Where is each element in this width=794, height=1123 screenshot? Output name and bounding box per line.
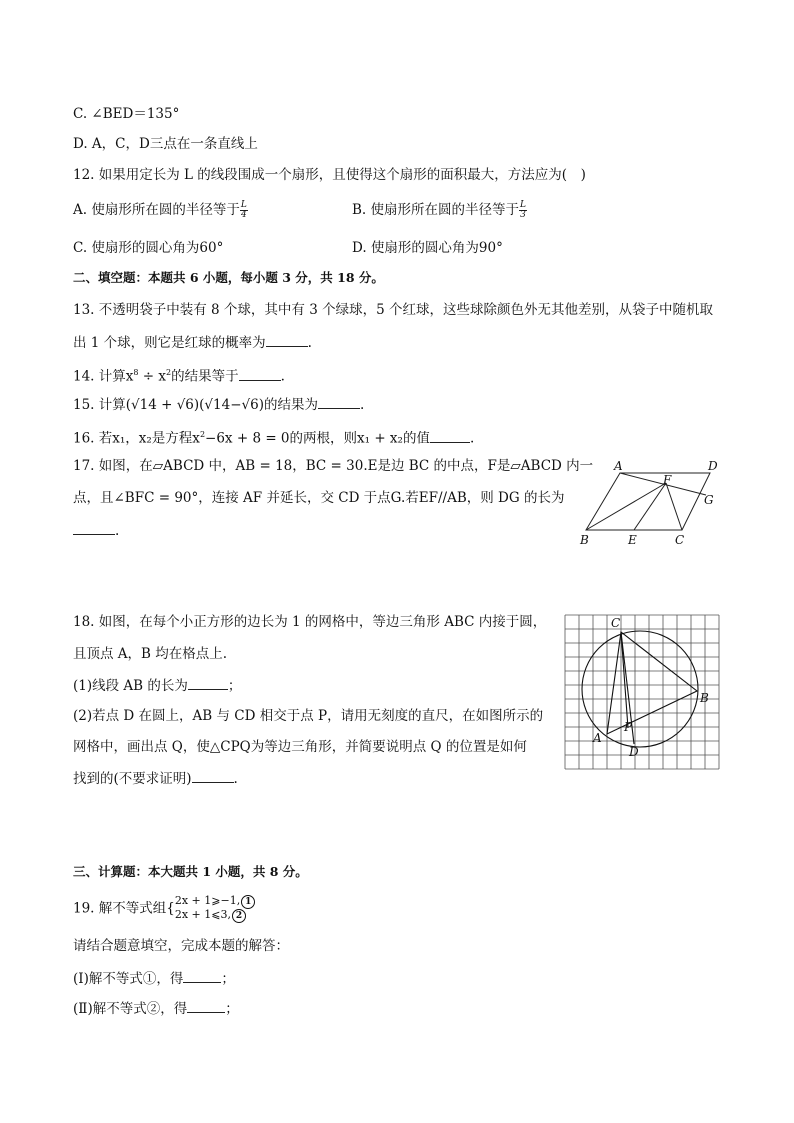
q19-step2 [73,998,239,1019]
q18-line6 [73,768,238,789]
segment-cf [666,483,682,530]
q12-option-a [73,200,248,220]
q13-line2-text: 出 1 个球，则它是红球的概率为 [73,335,266,351]
q18-line3 [73,675,241,696]
segment-ef [634,483,666,530]
triangle-abc [607,632,697,734]
q18-line5: 网格中，画出点 Q，使△CPQ为等边三角形，并简要说明点 Q 的位置是如何 [73,739,527,755]
q19-step1-text: (Ⅰ)解不等式①，得 [73,971,184,987]
q17-line2: 点，且∠BFC = 90°，连接 AF 并延长，交 CD 于点G.若EF//AB，则 DG 的长为 [73,490,565,506]
q15-text: 15. 计算(√14 + √6)(√14−√6)的结果为 [73,397,318,413]
answer-blank[interactable] [73,520,115,535]
frac-denominator: 4 [240,210,247,220]
q12-option-d: D. 使扇形的圆心角为90° [352,240,503,256]
semicolon: ； [221,971,235,987]
q18-line2: 且顶点 A，B 均在格点上. [73,646,228,662]
answer-blank[interactable] [192,768,234,783]
period: . [469,430,475,447]
q12-option-b [352,200,527,220]
q11-option-c: C. ∠BED＝135° [73,106,180,122]
period: . [233,771,238,787]
label-d: D [708,459,718,473]
q17-parallelogram-figure [572,455,732,550]
q18-grid-figure [560,610,726,772]
label-c: C [611,616,621,630]
q14-prefix: 14. 计算x [73,368,134,385]
q13-line2 [73,332,312,353]
label-a: A [614,459,623,473]
q12-option-a-text: A. 使扇形所在圆的半径等于 [73,202,240,218]
label-b: B [700,691,709,705]
q12-stem: 12. 如果用定长为 L 的线段围成一个扇形，且使得这个扇形的面积最大，方法应为( ) [73,167,586,183]
frac-numerator: L [520,200,526,210]
answer-blank[interactable] [430,428,470,443]
q16-exponent: 2 [199,430,206,439]
answer-blank[interactable] [183,968,221,983]
inequality-system [175,895,255,923]
label-a: A [593,731,602,745]
period: . [359,397,365,413]
q11-option-d: D. A，C，D三点在一条直线上 [73,136,258,152]
section-2-heading: 二、填空题：本题共 6 小题，每小题 3 分，共 18 分。 [73,270,384,285]
q15 [73,394,364,415]
q16-mid: −6x + 8 = 0的两根，则x₁ + x₂的值 [205,430,430,447]
answer-blank[interactable] [318,394,360,409]
inequality-1 [175,895,255,909]
q14-mid: ÷ x [138,368,166,385]
circumcircle [582,631,698,747]
q14-exponent-1: 8 [133,368,139,377]
q19-stem [73,895,255,923]
q12-option-c: C. 使扇形的圆心角为60° [73,240,224,256]
q18-part2-text: 找到的(不要求证明) [73,771,192,787]
q12-option-b-fraction [519,201,527,220]
q16 [73,425,474,449]
q18-line4: (2)若点 D 在圆上，AB 与 CD 相交于点 P，请用无刻度的直尺，在如图所示的 [73,708,544,724]
q18-part1-text: (1)线段 AB 的长为 [73,678,188,694]
period: . [307,335,312,351]
semicolon: ； [225,1001,239,1017]
inequality-2 [175,909,255,923]
semicolon: ； [227,678,242,694]
label-c: C [675,533,685,547]
q16-prefix: 16. 若x₁，x₂是方程x [73,430,200,447]
circled-1: 1 [241,895,255,909]
q14 [73,363,285,387]
frac-numerator: L [240,200,247,210]
answer-blank[interactable] [188,675,228,690]
label-e: E [628,533,637,547]
inequality-1-text: 2x + 1⩾−1, [174,894,241,907]
period: . [115,523,120,539]
label-g: G [704,493,714,507]
q12-option-a-fraction [240,201,248,220]
circled-2: 2 [232,909,246,923]
answer-blank[interactable] [266,332,308,347]
q19-prefix: 19. 解不等式组{ [73,900,175,917]
label-b: B [580,533,589,547]
period: . [280,368,285,385]
q13-line1: 13. 不透明袋子中装有 8 个球，其中有 3 个绿球，5 个红球，这些球除颜色外无其他差别，从袋子中随机取 [73,302,713,318]
answer-blank[interactable] [187,998,225,1013]
frac-denominator: 3 [520,210,526,220]
q18-line1: 18. 如图，在每个小正方形的边长为 1 的网格中，等边三角形 ABC 内接于圆， [73,614,547,630]
q12-option-b-text: B. 使扇形所在圆的半径等于 [352,202,520,218]
q14-exponent-2: 2 [165,368,172,377]
q17-line3 [73,520,119,541]
label-p: P [624,720,633,734]
label-d: D [629,745,639,759]
label-f: F [663,473,672,487]
q19-step1 [73,968,235,989]
segment-bf [586,483,666,530]
q17-line1: 17. 如图，在▱ABCD 中，AB = 18，BC = 30.E是边 BC 的中点，F是▱ABCD 内一 [73,458,594,474]
q14-suffix: 的结果等于 [171,368,239,385]
inequality-2-text: 2x + 1⩽3, [174,908,231,921]
q19-step2-text: (Ⅱ)解不等式②，得 [73,1001,188,1017]
section-3-heading: 三、计算题：本大题共 1 小题，共 8 分。 [73,864,308,879]
q19-intro: 请结合题意填空，完成本题的解答： [73,938,289,954]
parallelogram-abcd [586,473,710,530]
answer-blank[interactable] [239,366,281,381]
